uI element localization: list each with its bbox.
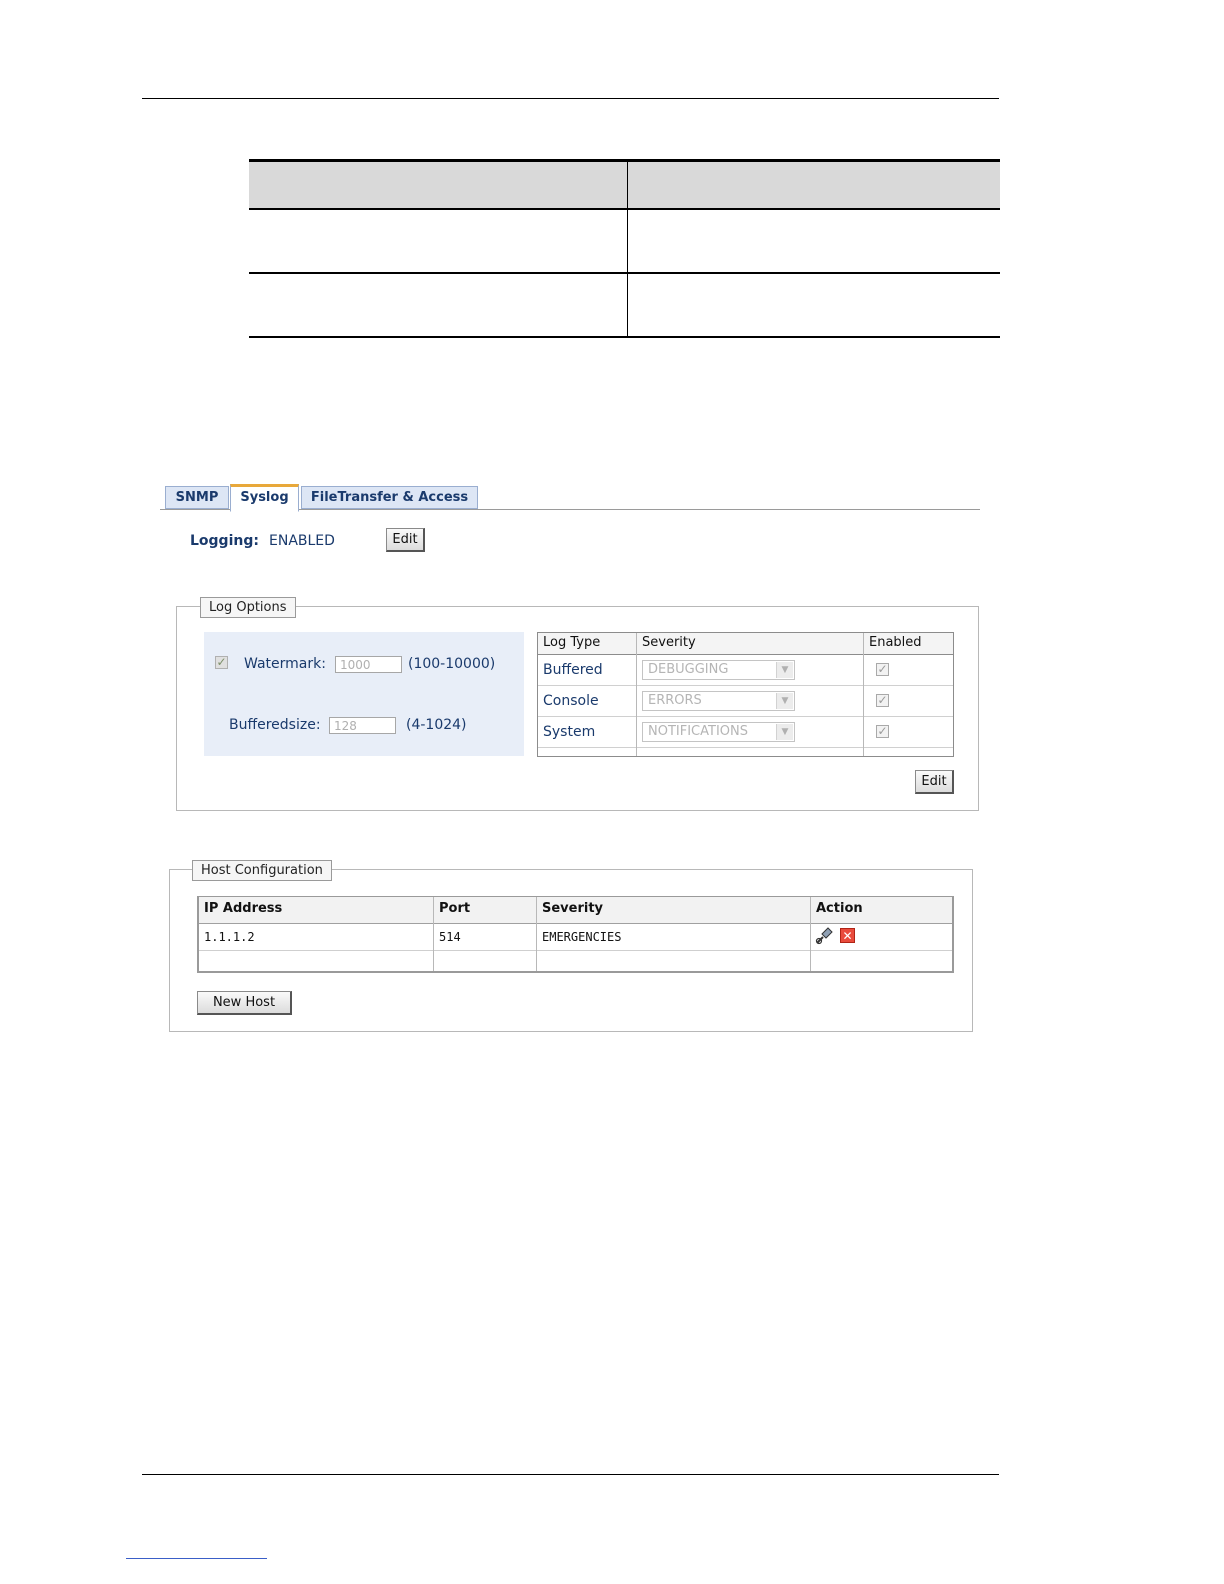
column-header-severity: Severity <box>642 635 696 650</box>
table-row <box>199 951 952 971</box>
column-divider <box>810 897 811 971</box>
doc-cell <box>249 273 627 337</box>
column-header-ip-address: IP Address <box>204 901 283 916</box>
edit-host-icon[interactable] <box>814 926 834 946</box>
table-row <box>199 924 952 951</box>
host-severity-cell: EMERGENCIES <box>542 930 622 944</box>
table-row <box>538 655 953 686</box>
document-table <box>249 159 1000 338</box>
document-table-row <box>249 273 1000 337</box>
tab-bar <box>160 486 980 510</box>
host-configuration-legend: Host Configuration <box>192 860 332 881</box>
table-row <box>538 686 953 717</box>
severity-select[interactable] <box>642 660 795 680</box>
host-port-cell: 514 <box>439 930 461 944</box>
column-header-severity: Severity <box>542 901 604 916</box>
table-header <box>199 897 952 924</box>
chevron-down-icon: ▼ <box>776 693 793 709</box>
chevron-down-icon: ▼ <box>776 662 793 678</box>
chevron-down-icon: ▼ <box>776 724 793 740</box>
header-rule <box>142 98 999 99</box>
table-row <box>538 717 953 748</box>
doc-cell <box>249 209 627 273</box>
tab-syslog[interactable]: Syslog <box>230 484 299 512</box>
enabled-checkbox[interactable]: ✓ <box>877 662 888 676</box>
bufferedsize-range: (4-1024) <box>406 717 467 733</box>
severity-select[interactable] <box>642 691 795 711</box>
doc-header-cell <box>627 161 1000 210</box>
severity-select-value: DEBUGGING <box>648 662 729 677</box>
bufferedsize-input[interactable] <box>329 717 396 734</box>
footer-rule <box>142 1474 999 1475</box>
watermark-label: Watermark: <box>244 656 326 672</box>
logging-label: Logging: <box>190 533 259 549</box>
bufferedsize-label: Bufferedsize: <box>229 717 321 733</box>
document-table-row <box>249 209 1000 273</box>
column-divider <box>433 897 434 971</box>
new-host-button[interactable]: New Host <box>197 991 292 1015</box>
enabled-checkbox[interactable]: ✓ <box>877 724 888 738</box>
log-options-edit-button[interactable]: Edit <box>915 770 954 794</box>
host-table <box>197 896 954 973</box>
column-divider <box>636 633 637 756</box>
host-ip-cell: 1.1.1.2 <box>204 930 255 944</box>
logging-status: ENABLED <box>269 533 335 549</box>
log-options-panel <box>204 632 524 756</box>
footer-link-underline <box>126 1558 267 1559</box>
column-divider <box>536 897 537 971</box>
tab-snmp[interactable]: SNMP <box>165 486 229 509</box>
watermark-input[interactable] <box>335 656 402 673</box>
column-header-action: Action <box>816 901 863 916</box>
watermark-checkbox[interactable]: ✓ <box>216 655 227 669</box>
enabled-checkbox[interactable]: ✓ <box>877 693 888 707</box>
logging-edit-button[interactable]: Edit <box>386 528 425 552</box>
log-type-cell: System <box>543 724 596 740</box>
tab-filetransfer-access[interactable]: FileTransfer & Access <box>301 486 478 509</box>
severity-select-value: ERRORS <box>648 693 702 708</box>
doc-cell <box>627 273 1000 337</box>
doc-header-cell <box>249 161 627 210</box>
doc-cell <box>627 209 1000 273</box>
watermark-range: (100-10000) <box>408 656 496 672</box>
severity-select[interactable] <box>642 722 795 742</box>
document-table-header <box>249 161 1000 210</box>
column-header-log-type: Log Type <box>543 635 601 650</box>
column-header-port: Port <box>439 901 471 916</box>
log-type-cell: Buffered <box>543 662 603 678</box>
column-header-enabled: Enabled <box>869 635 922 650</box>
column-divider <box>863 633 864 756</box>
delete-host-icon[interactable]: ✕ <box>840 928 855 943</box>
log-options-legend: Log Options <box>200 597 296 618</box>
severity-select-value: NOTIFICATIONS <box>648 724 748 739</box>
log-type-cell: Console <box>543 693 599 709</box>
log-type-table <box>537 632 954 757</box>
table-header <box>538 633 953 655</box>
